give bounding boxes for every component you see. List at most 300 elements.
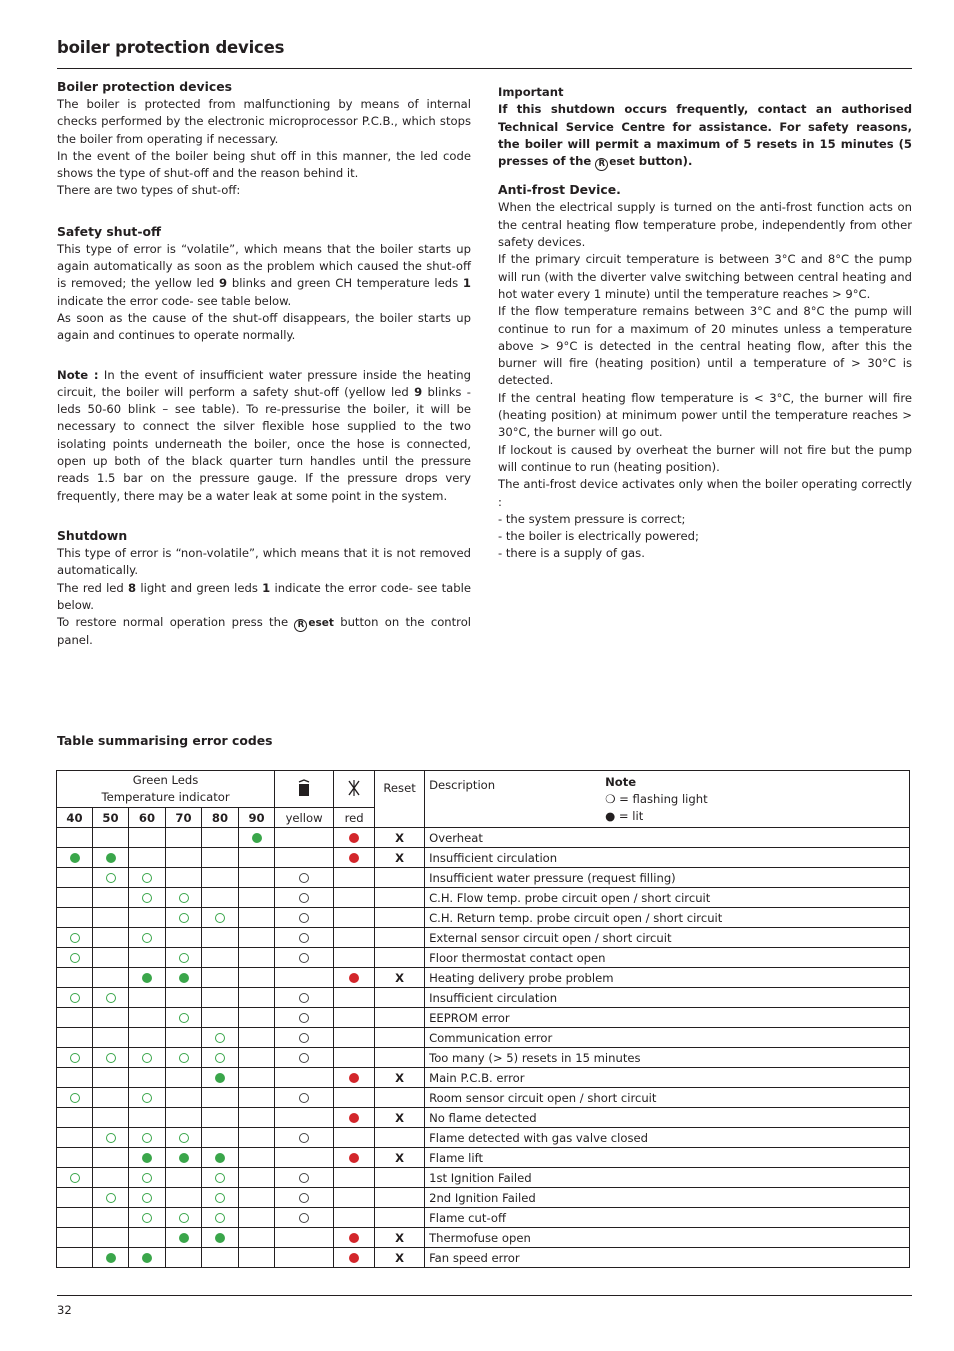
section-title-safety-shutoff: Safety shut-off: [57, 223, 162, 239]
description-cell: C.H. Flow temp. probe circuit open / short circuit: [425, 888, 910, 908]
led-flashing-icon: [106, 873, 116, 883]
led-cell: [129, 1108, 166, 1128]
led-lit-icon: [179, 1153, 189, 1163]
led-flashing-icon: [299, 893, 309, 903]
description-cell: Flame detected with gas valve closed: [425, 1128, 910, 1148]
led-cell: [166, 988, 202, 1008]
led-flashing-icon: [106, 993, 116, 1003]
led-cell: [57, 1168, 93, 1188]
led-cell: [93, 1028, 129, 1048]
led-lit-icon: [349, 833, 359, 843]
paragraph: If lockout is caused by overheat the burner will not fire but the pump will continue to run (heating position).: [498, 442, 912, 474]
led-cell: [166, 948, 202, 968]
anti-frost-conditions-list: [498, 511, 912, 563]
table-row: [57, 1068, 910, 1088]
led-lit-icon: [349, 973, 359, 983]
paragraph: The anti-frost device activates only when the boiler operating correctly :: [498, 477, 912, 509]
table-row: [57, 1168, 910, 1188]
reset-cell: X: [375, 1068, 425, 1088]
paragraph: The boiler is protected from malfunctioning by means of internal checks performed by the electronic microprocessor P.C.B., which stops the boiler from operating if necessary.: [57, 97, 471, 146]
led-flashing-icon: [299, 993, 309, 1003]
page-number: 32: [57, 1303, 72, 1317]
led-cell: [57, 968, 93, 988]
led-cell: [239, 1168, 275, 1188]
led-cell: [93, 968, 129, 988]
led-flashing-icon: [106, 1193, 116, 1203]
reset-cell: X: [375, 1108, 425, 1128]
temp-col-header: 40: [57, 808, 93, 828]
red-col-header: red: [334, 808, 375, 828]
led-cell: [202, 1048, 239, 1068]
led-cell: [202, 1088, 239, 1108]
led-cell: [334, 1148, 375, 1168]
led-cell: [166, 968, 202, 988]
led-flashing-icon: [179, 1133, 189, 1143]
led-cell: [129, 1048, 166, 1068]
reset-cell: [375, 948, 425, 968]
led-lit-icon: [349, 1233, 359, 1243]
led-flashing-icon: [142, 1053, 152, 1063]
paragraph: If the central heating flow temperature is < 3°C, the burner will fire (heating position) at minimum power until the temperature reaches > 30°C, the burner will go out.: [498, 390, 912, 440]
led-cell: [275, 988, 334, 1008]
description-cell: 2nd Ignition Failed: [425, 1188, 910, 1208]
led-cell: [129, 1068, 166, 1088]
led-cell: [57, 988, 93, 1008]
led-cell: [129, 1008, 166, 1028]
description-cell: External sensor circuit open / short circuit: [425, 928, 910, 948]
led-cell: [202, 1148, 239, 1168]
reset-cell: [375, 1188, 425, 1208]
led-lit-icon: [349, 1073, 359, 1083]
led-cell: [57, 1008, 93, 1028]
led-cell: [93, 1048, 129, 1068]
led-cell: [93, 888, 129, 908]
table-row: [57, 1048, 910, 1068]
led-flashing-icon: [215, 1053, 225, 1063]
led-cell: [57, 1228, 93, 1248]
led-flashing-icon: [299, 873, 309, 883]
temp-col-header: 50: [93, 808, 129, 828]
led-cell: [275, 1228, 334, 1248]
led-cell: [93, 908, 129, 928]
led-cell: [334, 1248, 375, 1268]
table-row: [57, 1108, 910, 1128]
led-cell: [93, 848, 129, 868]
led-cell: [202, 888, 239, 908]
led-cell: [202, 1128, 239, 1148]
led-lit-icon: [349, 1153, 359, 1163]
led-cell: [239, 1068, 275, 1088]
title-divider: [57, 68, 912, 69]
led-cell: [202, 1168, 239, 1188]
led-cell: [93, 1168, 129, 1188]
led-flashing-icon: [179, 913, 189, 923]
reset-cell: [375, 1088, 425, 1108]
led-cell: [275, 948, 334, 968]
table-title: Table summarising error codes: [57, 733, 273, 748]
right-column: [498, 84, 912, 563]
table-row: [57, 1188, 910, 1208]
led-cell: [129, 988, 166, 1008]
left-column: [57, 78, 471, 650]
table-row: [57, 1228, 910, 1248]
reset-cell: [375, 1028, 425, 1048]
led-cell: [93, 828, 129, 848]
table-row: [57, 868, 910, 888]
led-flashing-icon: [215, 1173, 225, 1183]
led-cell: [334, 988, 375, 1008]
led-cell: [275, 1088, 334, 1108]
led-cell: [93, 868, 129, 888]
led-cell: [239, 1248, 275, 1268]
description-cell: Overheat: [425, 828, 910, 848]
led-cell: [93, 1068, 129, 1088]
reset-header: Reset: [375, 771, 425, 828]
led-lit-icon: [252, 833, 262, 843]
led-cell: [57, 848, 93, 868]
table-row: [57, 1148, 910, 1168]
reset-cell: [375, 908, 425, 928]
led-cell: [202, 848, 239, 868]
led-cell: [166, 928, 202, 948]
reset-cell: X: [375, 848, 425, 868]
led-cell: [239, 848, 275, 868]
led-cell: [166, 1068, 202, 1088]
led-cell: [57, 888, 93, 908]
led-cell: [93, 1108, 129, 1128]
temp-col-header: 80: [202, 808, 239, 828]
led-cell: [166, 1148, 202, 1168]
led-flashing-icon: [142, 1213, 152, 1223]
led-cell: [93, 1228, 129, 1248]
led-cell: [275, 928, 334, 948]
led-cell: [334, 1008, 375, 1028]
led-flashing-icon: [70, 1053, 80, 1063]
led-cell: [129, 1128, 166, 1148]
led-cell: [93, 1188, 129, 1208]
led-flashing-icon: [299, 1213, 309, 1223]
led-cell: [166, 868, 202, 888]
led-cell: [166, 888, 202, 908]
led-cell: [166, 1168, 202, 1188]
led-cell: [334, 1128, 375, 1148]
led-cell: [166, 1028, 202, 1048]
led-cell: [166, 828, 202, 848]
led-cell: [57, 1108, 93, 1128]
led-flashing-icon: [142, 933, 152, 943]
led-cell: [166, 1108, 202, 1128]
table-row: [57, 908, 910, 928]
led-flashing-icon: [299, 913, 309, 923]
led-cell: [93, 1088, 129, 1108]
led-flashing-icon: [142, 1133, 152, 1143]
led-lit-icon: [215, 1233, 225, 1243]
led-cell: [334, 968, 375, 988]
important-heading: Important: [498, 85, 564, 99]
section-title-shutdown: Shutdown: [57, 527, 128, 543]
led-cell: [239, 988, 275, 1008]
description-cell: 1st Ignition Failed: [425, 1168, 910, 1188]
temp-col-header: 60: [129, 808, 166, 828]
reset-icon: R eset: [294, 617, 334, 629]
led-cell: [275, 1168, 334, 1188]
led-cell: [239, 868, 275, 888]
description-cell: No flame detected: [425, 1108, 910, 1128]
paragraph: This type of error is “volatile”, which means that the boiler starts up again automatically as soon as the problem which caused the shut-off is removed; the yellow led 9 blinks and green CH temperature leds 1 indicate the error code- see table below.: [57, 241, 471, 308]
led-cell: [166, 1248, 202, 1268]
led-cell: [275, 968, 334, 988]
led-cell: [129, 928, 166, 948]
led-flashing-icon: [299, 1193, 309, 1203]
paragraph: There are two types of shut-off:: [57, 183, 241, 198]
led-cell: [202, 1248, 239, 1268]
table-row: [57, 848, 910, 868]
paragraph: In the event of the boiler being shut off in this manner, the led code shows the type of shut-off and the reason behind it.: [57, 148, 471, 181]
led-cell: [334, 848, 375, 868]
description-cell: Too many (> 5) resets in 15 minutes: [425, 1048, 910, 1068]
led-cell: [275, 1108, 334, 1128]
led-flashing-icon: [179, 1013, 189, 1023]
led-flashing-icon: [215, 1033, 225, 1043]
led-lit-icon: [179, 973, 189, 983]
led-cell: [166, 1188, 202, 1208]
led-cell: [166, 908, 202, 928]
table-row: [57, 1128, 910, 1148]
led-cell: [57, 1148, 93, 1168]
led-cell: [239, 1048, 275, 1068]
led-flashing-icon: [179, 1213, 189, 1223]
led-flashing-icon: [299, 1133, 309, 1143]
red-led-header: [334, 771, 375, 808]
led-lit-icon: [106, 853, 116, 863]
led-cell: [202, 1008, 239, 1028]
reset-cell: [375, 988, 425, 1008]
led-cell: [334, 908, 375, 928]
led-cell: [57, 928, 93, 948]
led-lit-icon: [179, 1233, 189, 1243]
footer-divider: [57, 1295, 912, 1296]
led-lit-icon: [142, 1153, 152, 1163]
reset-cell: [375, 1048, 425, 1068]
led-cell: [202, 928, 239, 948]
led-cell: [334, 1228, 375, 1248]
led-cell: [334, 1208, 375, 1228]
led-cell: [57, 1188, 93, 1208]
list-item: - the boiler is electrically powered;: [498, 529, 699, 544]
led-cell: [239, 1088, 275, 1108]
led-cell: [239, 928, 275, 948]
led-cell: [202, 988, 239, 1008]
led-flashing-icon: [142, 893, 152, 903]
led-cell: [275, 1048, 334, 1068]
led-cell: [275, 1148, 334, 1168]
led-cell: [93, 1248, 129, 1268]
legend-note: Note ❍ = flashing light ● = lit: [605, 774, 708, 823]
led-cell: [57, 1068, 93, 1088]
led-cell: [93, 988, 129, 1008]
led-cell: [93, 1208, 129, 1228]
led-cell: [275, 1208, 334, 1228]
paragraph: The red led 8 light and green leds 1 indicate the error code- see table below.: [57, 580, 471, 612]
led-cell: [239, 1208, 275, 1228]
error-code-table: [56, 770, 910, 1268]
led-cell: [239, 1188, 275, 1208]
led-cell: [93, 1128, 129, 1148]
led-cell: [57, 868, 93, 888]
reset-cell: [375, 868, 425, 888]
led-cell: [239, 1108, 275, 1128]
reset-cell: [375, 888, 425, 908]
led-cell: [129, 828, 166, 848]
paragraph: This type of error is “non-volatile”, which means that it is not removed automatically.: [57, 545, 471, 578]
led-flashing-icon: [106, 1053, 116, 1063]
temp-col-header: 90: [239, 808, 275, 828]
led-cell: [202, 1108, 239, 1128]
paragraph: If the primary circuit temperature is between 3°C and 8°C the pump will run (with the diverter valve switching between central heating and hot water every 1 minute) until the temperature reaches > 9°C.: [498, 252, 912, 301]
led-cell: [202, 868, 239, 888]
led-cell: [202, 908, 239, 928]
description-cell: Insufficient circulation: [425, 848, 910, 868]
reset-cell: [375, 1008, 425, 1028]
led-cell: [334, 1108, 375, 1128]
led-cell: [275, 1188, 334, 1208]
led-lit-icon: [106, 1253, 116, 1263]
description-header: Description Note ❍ = flashing light ● = lit: [425, 771, 910, 828]
led-cell: [334, 948, 375, 968]
led-cell: [166, 1008, 202, 1028]
led-cell: [275, 828, 334, 848]
led-flashing-icon: [179, 1053, 189, 1063]
led-cell: [202, 1208, 239, 1228]
led-cell: [202, 828, 239, 848]
led-cell: [129, 888, 166, 908]
led-cell: [334, 928, 375, 948]
led-cell: [166, 1228, 202, 1248]
description-cell: Insufficient water pressure (request filling): [425, 868, 910, 888]
note-paragraph: Note : In the event of insufficient water pressure inside the heating circuit, the boiler will perform a safety shut-off (yellow led 9 blinks - leds 50-60 blink – see table). To re-pressurise the boiler, it will be necessary to connect the silver flexible hose supplied to the two isolating points underneath the boiler, once the hose is connected, open up both of the black quarter turn handles until the pressure reads 1.5 bar on the pressure gauge. If the pressure drops very frequently, there may be a water leak at some point in the system.: [57, 367, 471, 503]
led-cell: [57, 1248, 93, 1268]
led-cell: [129, 1088, 166, 1108]
green-leds-header: Green Leds Temperature indicator: [57, 771, 275, 808]
led-lit-icon: [215, 1153, 225, 1163]
led-flashing-icon: [70, 993, 80, 1003]
yellow-led-header: [275, 771, 334, 808]
led-flashing-icon: [70, 933, 80, 943]
led-cell: [275, 848, 334, 868]
led-cell: [166, 1088, 202, 1108]
table-row: [57, 828, 910, 848]
led-flashing-icon: [142, 1173, 152, 1183]
list-item: - the system pressure is correct;: [498, 511, 686, 526]
led-cell: [129, 1168, 166, 1188]
led-flashing-icon: [70, 953, 80, 963]
led-cell: [57, 948, 93, 968]
led-cell: [129, 1188, 166, 1208]
led-cell: [239, 1228, 275, 1248]
led-flashing-icon: [106, 1133, 116, 1143]
description-cell: Flame cut-off: [425, 1208, 910, 1228]
led-cell: [202, 1068, 239, 1088]
led-cell: [334, 828, 375, 848]
led-flashing-icon: [299, 1053, 309, 1063]
led-flashing-icon: [179, 953, 189, 963]
led-cell: [239, 968, 275, 988]
section-title-boiler-protection: Boiler protection devices: [57, 79, 232, 94]
led-flashing-icon: [70, 1093, 80, 1103]
description-cell: Flame lift: [425, 1148, 910, 1168]
led-cell: [202, 948, 239, 968]
description-cell: Insufficient circulation: [425, 988, 910, 1008]
led-cell: [57, 908, 93, 928]
led-cell: [202, 1188, 239, 1208]
description-cell: EEPROM error: [425, 1008, 910, 1028]
table-row: [57, 1028, 910, 1048]
led-cell: [93, 928, 129, 948]
led-cell: [129, 1028, 166, 1048]
section-title-anti-frost: Anti-frost Device.: [498, 182, 621, 198]
description-cell: C.H. Return temp. probe circuit open / short circuit: [425, 908, 910, 928]
paragraph: When the electrical supply is turned on the anti-frost function acts on the central heating flow temperature probe, independently from other safety devices.: [498, 200, 912, 250]
reset-cell: [375, 1128, 425, 1148]
reset-cell: [375, 928, 425, 948]
table-row: [57, 948, 910, 968]
led-cell: [202, 1228, 239, 1248]
description-cell: Heating delivery probe problem: [425, 968, 910, 988]
led-cell: [57, 1088, 93, 1108]
led-cell: [57, 828, 93, 848]
led-cell: [334, 1068, 375, 1088]
led-cell: [275, 1128, 334, 1148]
led-cell: [239, 1008, 275, 1028]
reset-cell: X: [375, 968, 425, 988]
led-cell: [129, 968, 166, 988]
led-cell: [129, 868, 166, 888]
led-cell: [57, 1028, 93, 1048]
paragraph: If the flow temperature remains between 3°C and 8°C the pump will continue to run for a maximum of 20 minutes unless a temperature above > 9°C is detected in the central heating flow, after this the burner will fire (heating position) until a temperature of > 30°C is detected.: [498, 304, 912, 388]
table-row: [57, 928, 910, 948]
description-cell: Floor thermostat contact open: [425, 948, 910, 968]
led-cell: [129, 1248, 166, 1268]
led-cell: [93, 948, 129, 968]
led-cell: [275, 908, 334, 928]
led-flashing-icon: [299, 1033, 309, 1043]
led-lit-icon: [349, 853, 359, 863]
reset-cell: [375, 1208, 425, 1228]
led-cell: [275, 1008, 334, 1028]
led-cell: [334, 1188, 375, 1208]
led-flashing-icon: [215, 913, 225, 923]
reset-cell: X: [375, 828, 425, 848]
led-cell: [129, 1208, 166, 1228]
led-cell: [334, 1048, 375, 1068]
led-cell: [129, 908, 166, 928]
led-cell: [275, 888, 334, 908]
led-cell: [57, 1128, 93, 1148]
table-row: [57, 1208, 910, 1228]
paragraph: As soon as the cause of the shut-off disappears, the boiler starts up again and continues to operate normally.: [57, 310, 471, 343]
led-flashing-icon: [299, 953, 309, 963]
led-lit-icon: [349, 1113, 359, 1123]
led-cell: [93, 1148, 129, 1168]
led-lit-icon: [142, 973, 152, 983]
table-row: [57, 988, 910, 1008]
table-row: [57, 1088, 910, 1108]
led-cell: [166, 1208, 202, 1228]
reset-icon: R eset: [595, 156, 635, 168]
led-lit-icon: [70, 853, 80, 863]
led-cell: [166, 1048, 202, 1068]
led-cell: [239, 828, 275, 848]
